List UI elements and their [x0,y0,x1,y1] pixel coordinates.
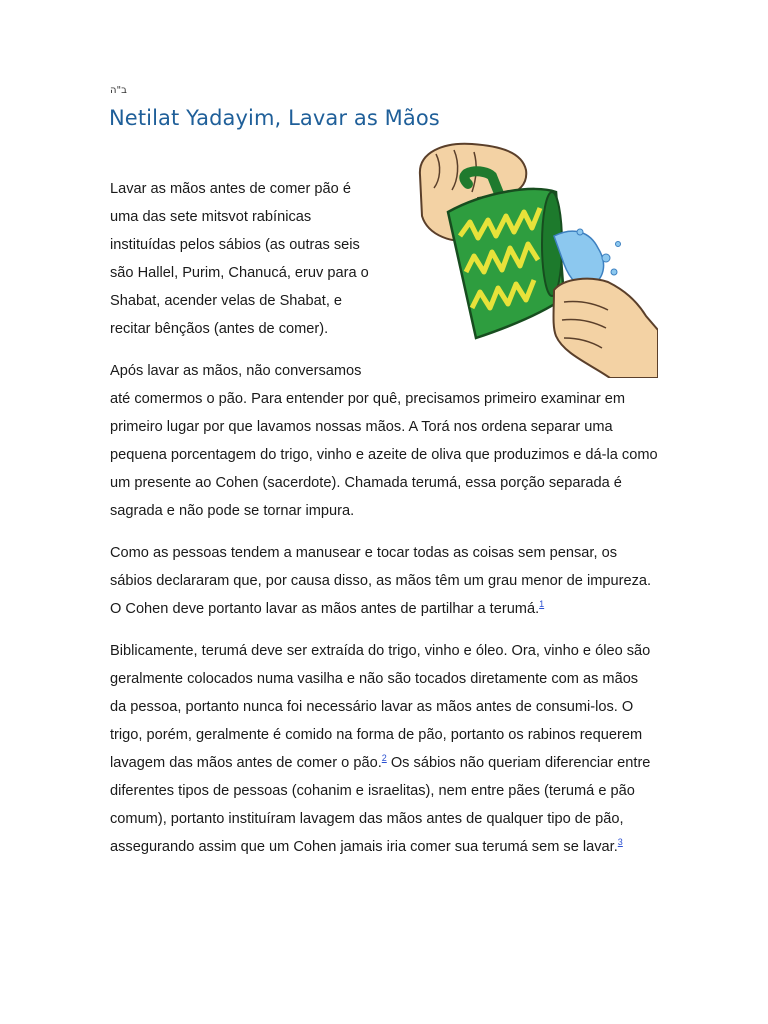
paragraph-4 [110,637,658,861]
footnote-link-3[interactable]: 3 [617,837,623,847]
paragraph-text: até comermos o pão. Para entender por quê, precisamos primeiro examinar em primeiro lugar por que lavamos nossas mãos. A Torá nos ordena separar uma pequena porcentagem do trigo, vinho e azeite de oliva que produzimos e dá-la como um presente ao Cohen (sacerdote). Chamada terumá, essa porção separada é sagrada e não pode se tornar impura. [110,391,658,519]
footnote-link-2[interactable]: 2 [381,753,387,763]
footnote-link-1[interactable]: 1 [539,599,545,609]
text-line: instituídas pelos sábios (as outras seis [110,237,360,253]
paragraph-2 [110,357,658,525]
text-line: Após lavar as mãos, não conversamos [110,363,362,379]
article-body [110,175,658,875]
text-line: recitar bênçãos (antes de comer). [110,321,329,337]
paragraph-text: Biblicamente, terumá deve ser extraída do trigo, vinho e óleo. Ora, vinho e óleo são geralmente colocados numa vasilha e não são tocados diretamente com as mãos da pessoa, portanto nunca foi necessário lavar as mãos antes de consumi-los. O trigo, porém, geralmente é comido na forma de pão, portanto os rabinos requerem lavagem das mãos antes de comer o pão. [110,643,651,771]
text-line: uma das sete mitsvot rabínicas [110,209,312,225]
paragraph-3 [110,539,658,623]
page-title: Netilat Yadayim, Lavar as Mãos [109,106,440,130]
bh-header: ב"ה [110,85,127,96]
paragraph-text: Os sábios não queriam diferenciar entre diferentes tipos de pessoas (cohanim e israelitas), nem entre pães (terumá e pão comum), portanto instituíram lavagem das mãos antes de qualquer tipo de pão, assegurando assim que um Cohen jamais iria comer sua terumá sem se lavar. [110,755,651,855]
text-line: são Hallel, Purim, Chanucá, eruv para o [110,265,369,281]
text-line: Shabat, acender velas de Shabat, e [110,293,343,309]
paragraph-text: Como as pessoas tendem a manusear e tocar todas as coisas sem pensar, os sábios declararam que, por causa disso, as mãos têm um grau menor de impureza. O Cohen deve portanto lavar as mãos antes de partilhar a terumá. [110,545,652,617]
text-line: Lavar as mãos antes de comer pão é [110,181,351,197]
